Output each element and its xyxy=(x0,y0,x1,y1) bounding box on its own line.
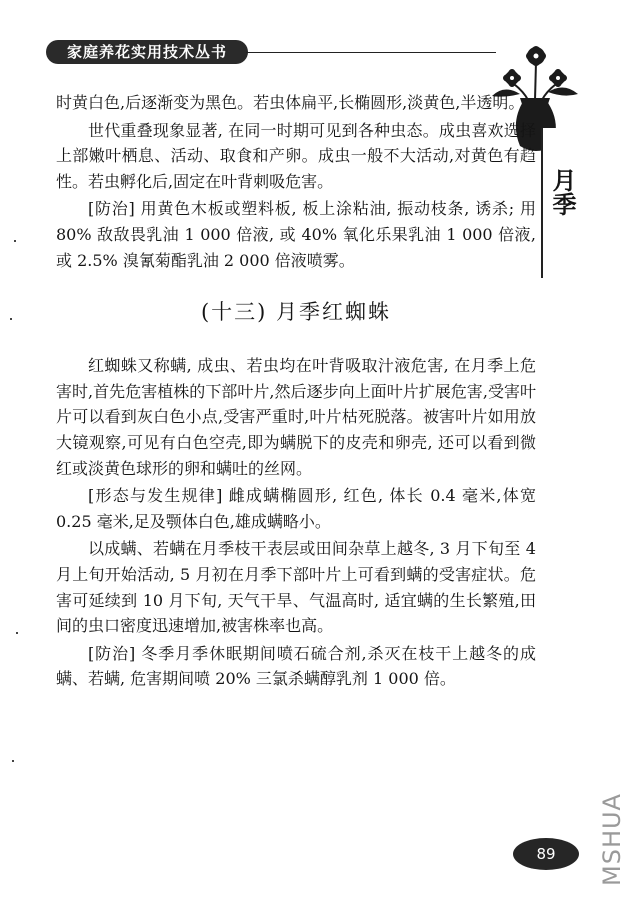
scan-speck xyxy=(14,240,16,242)
watermark: MSHUA xyxy=(598,793,626,886)
header-rule xyxy=(246,52,496,53)
body-paragraph: 以成螨、若螨在月季枝干表层或田间杂草上越冬, 3 月下旬至 4 月上旬开始活动, 5 月初在月季下部叶片上可看到螨的受害症状。危害可延续到 10 月下旬, 天气干旱、气温高时, 适宜螨的生长繁殖,田间的虫口密度迅速增加,被害株率也高。 xyxy=(56,539,536,636)
section-heading: (十三) 月季红蜘蛛 xyxy=(200,300,392,325)
body-paragraph: [形态与发生规律] 雌成螨椭圆形, 红色, 体长 0.4 毫米,体宽 0.25 毫米,足及颚体白色,雄成螨略小。 xyxy=(56,486,536,531)
body-paragraph: [防治] 冬季月季休眠期间喷石硫合剂,杀灭在枝干上越冬的成螨、若螨, 危害期间喷 20% 三氯杀螨醇乳剂 1 000 倍。 xyxy=(56,643,536,689)
scan-speck xyxy=(16,632,18,634)
chapter-side-tab-label: 月季 xyxy=(548,168,576,216)
page-body xyxy=(56,90,536,694)
body-paragraph: 世代重叠现象显著, 在同一时期可见到各种虫态。成虫喜欢选择上部嫩叶栖息、活动、取食和产卵。成虫一般不大活动,对黄色有趋性。若虫孵化后,固定在叶背刺吸危害。 xyxy=(56,120,536,191)
page-number: 89 xyxy=(513,838,579,870)
body-paragraph: [防治] 用黄色木板或塑料板, 板上涂粘油, 振动枝条, 诱杀; 用 80% 敌敌畏乳油 1 000 倍液, 或 40% 氧化乐果乳油 1 000 倍液,或 2.5% 溴氰菊酯乳油 2 000 倍液喷雾。 xyxy=(56,199,536,270)
scan-speck xyxy=(10,318,12,320)
body-paragraph: 红蜘蛛又称螨, 成虫、若虫均在叶背吸取汁液危害, 在月季上危害时,首先危害植株的下部叶片,然后逐步向上面叶片扩展危害,受害叶片可以看到灰白色小点,受害严重时,叶片枯死脱落。被害叶片如用放大镜观察,可见有白色空壳,即为螨脱下的皮壳和卵壳, 还可以看到微红或淡黄色球形的卵和螨吐的丝网。 xyxy=(56,356,536,478)
body-paragraph: 时黄白色,后逐渐变为黑色。若虫体扁平,长椭圆形,淡黄色,半透明。 xyxy=(56,93,525,112)
scan-speck xyxy=(12,760,14,762)
series-title-banner: 家庭养花实用技术丛书 xyxy=(46,40,248,64)
